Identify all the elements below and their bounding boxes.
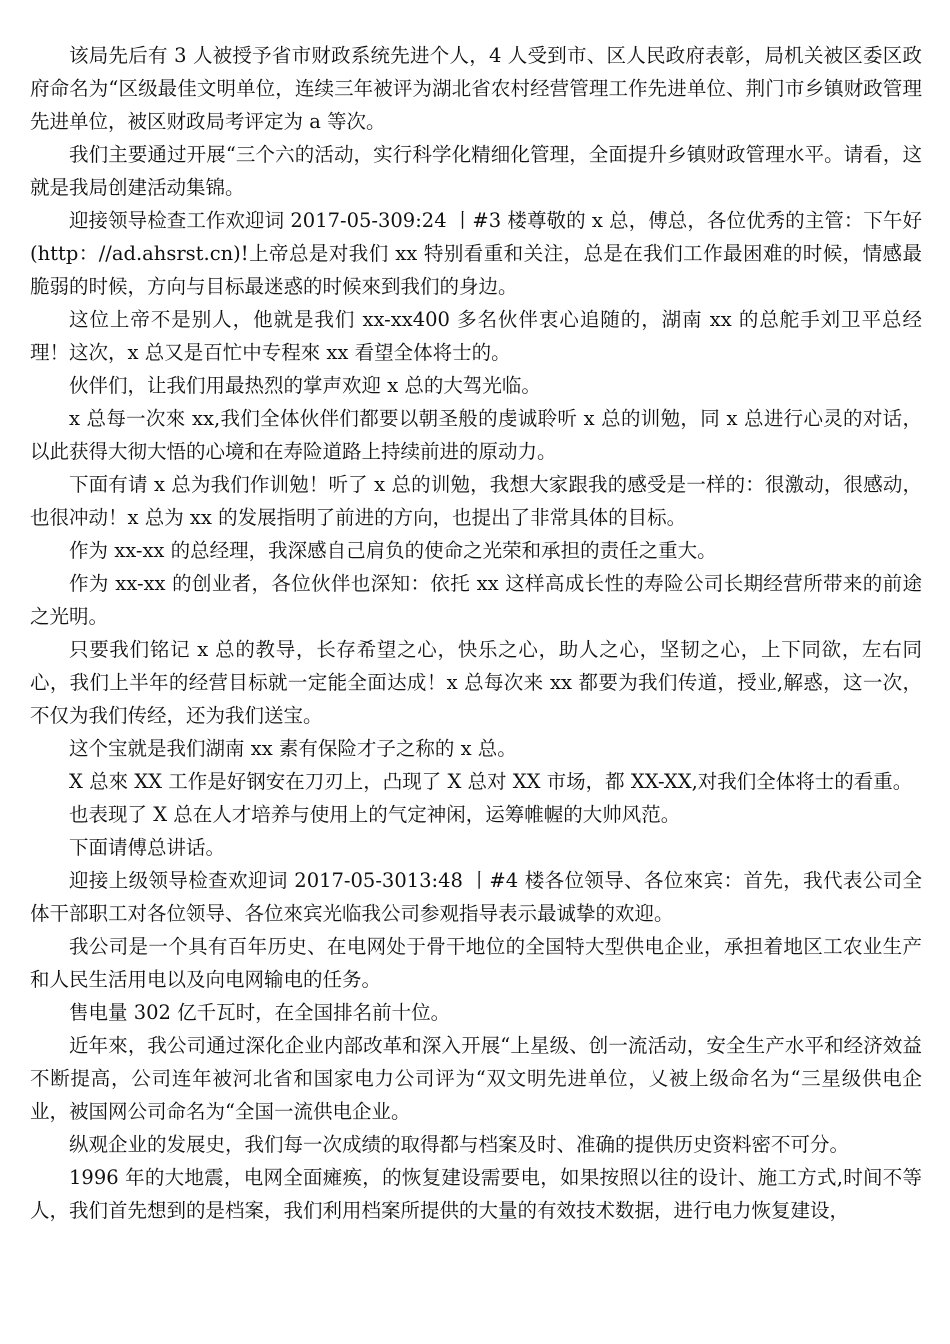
paragraph: 下面请傅总讲话。 (69, 836, 226, 859)
paragraph: 我公司是一个具有百年历史、在电网处于骨干地位的全国特大型供电企业，承担着地区工农业生产和人民生活用电以及向电网输电的任务。 (30, 935, 922, 991)
paragraph: 下面有请 x 总为我们作训勉！听了 x 总的训勉，我想大家跟我的感受是一样的：很激动，很感动，也很冲动！x 总为 xx 的发展指明了前进的方向，也提出了非常具体的目标。 (30, 473, 922, 529)
paragraph: 作为 xx-xx 的创业者，各位伙伴也深知：依托 xx 这样高成长性的寿险公司长期经营所带来的前途之光明。 (30, 572, 922, 628)
paragraph: 近年來，我公司通过深化企业内部改革和深入开展“上星级、创一流活动，安全生产水平和经济效益不断提高，公司连年被河北省和国家电力公司评为“双文明先进单位，乂被上级命名为“三星级供电企业，被国网公司命名为“全国一流供电企业。 (30, 1034, 922, 1123)
paragraph: X 总來 XX 工作是好钢安在刀刃上，凸现了 X 总对 XX 市场，都 XX-XX,对我们全体将士的看重。 (69, 770, 913, 793)
paragraph: 售电量 302 亿千瓦时，在全国排名前十位。 (69, 1001, 451, 1024)
paragraph: 纵观企业的发展史，我们每一次成绩的取得都与档案及时、准确的提供历史资料密不可分。 (69, 1133, 850, 1156)
paragraph: x 总每一次來 xx,我们全体伙伴们都要以朝圣般的虔诚聆听 x 总的训勉，同 x 总进行心灵的对话，以此获得大彻大悟的心境和在寿险道路上持续前进的原动力。 (30, 407, 922, 463)
paragraph: 这个宝就是我们湖南 xx 素有保险才子之称的 x 总。 (69, 737, 517, 760)
paragraph: 迎接上级领导检查欢迎词 2017-05-3013:48 丨#4 楼各位领导、各位來宾：首先，我代表公司全体干部职工对各位领导、各位來宾光临我公司参观指导表示最诚挚的欢迎。 (30, 869, 922, 925)
paragraph: 这位上帝不是别人，他就是我们 xx-xx400 多名伙伴衷心追随的，湖南 xx 的总舵手刘卫平总经理！这次，x 总又是百忙中专程來 xx 看望全体将士的。 (30, 308, 922, 364)
paragraph: 伙伴们，让我们用最热烈的掌声欢迎 x 总的大驾光临。 (69, 374, 541, 397)
paragraph: 只要我们铭记 x 总的教导，长存希望之心，快乐之心，助人之心，坚韧之心，上下同欲，左右同心，我们上半年的经营目标就一定能全面达成！x 总每次来 xx 都要为我们传道，授业,解惑，这一次，不仅为我们传经，还为我们送宝。 (30, 638, 922, 727)
paragraph: 迎接领导检查工作欢迎词 2017-05-309:24 丨#3 楼尊敬的 x 总，傅总，各位优秀的主管：下午好(http：//ad.ahsrst.cn)!上帝总是对我们 xx 特别看重和关注，总是在我们工作最困难的时候，情感最脆弱的时候，方向与目标最迷惑的时候來到我们的身边。 (30, 209, 922, 298)
paragraph: 也表现了 X 总在人才培养与使用上的气定神闲，运筹帷幄的大帅风范。 (69, 803, 681, 826)
document-body (30, 39, 922, 1227)
paragraph: 该局先后有 3 人被授予省市财政系统先进个人，4 人受到市、区人民政府表彰，局机关被区委区政府命名为“区级最佳文明单位，连续三年被评为湖北省农村经营管理工作先进单位、荆门市乡镇财政管理先进单位，被区财政局考评定为 a 等次。 (30, 44, 922, 133)
paragraph: 作为 xx-xx 的总经理，我深感自己肩负的使命之光荣和承担的责任之重大。 (69, 539, 717, 562)
paragraph: 1996 年的大地震，电网全面瘫痪，的恢复建设需要电，如果按照以往的设计、施工方式,时间不等人，我们首先想到的是档案，我们利用档案所提供的大量的有效技术数据，进行电力恢复建设， (30, 1166, 922, 1222)
paragraph: 我们主要通过开展“三个六的活动，实行科学化精细化管理，全面提升乡镇财政管理水平。请看，这就是我局创建活动集锦。 (30, 143, 922, 199)
